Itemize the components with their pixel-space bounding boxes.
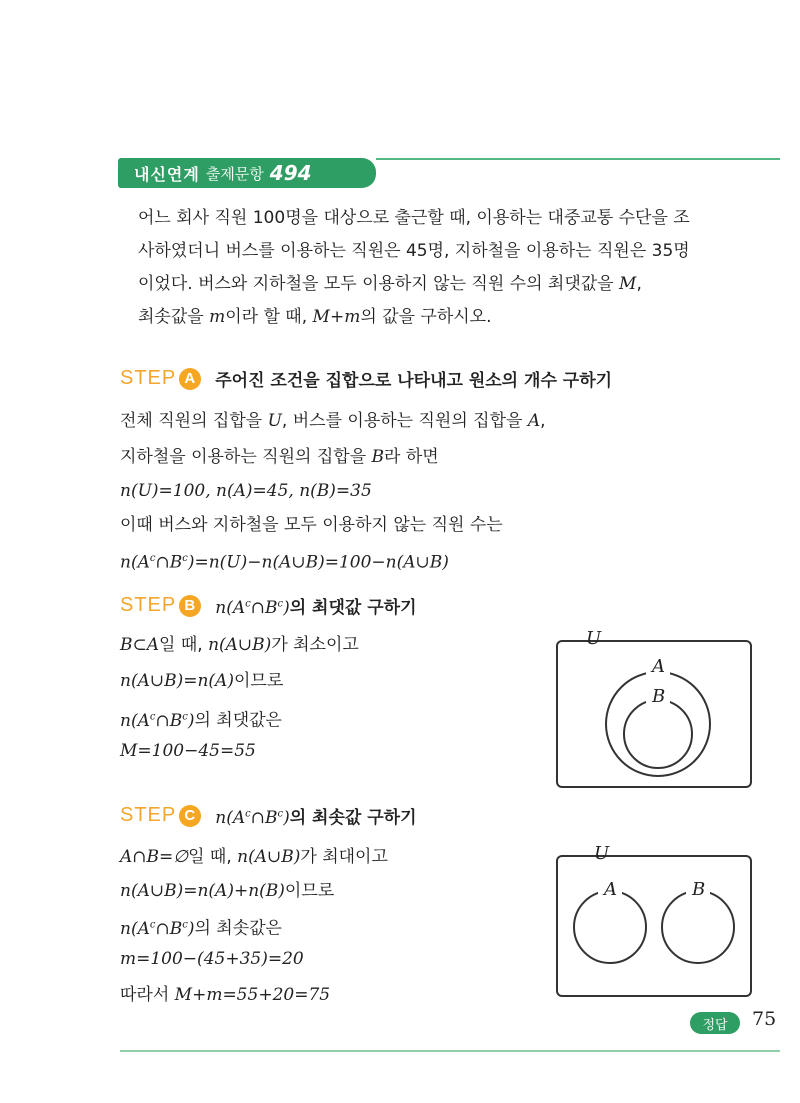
- step-b-line-4: M=100−45=55: [120, 741, 256, 761]
- step-c-line-2: n(A∪B)=n(A)+n(B)이므로: [120, 881, 335, 901]
- problem-line-3: 이었다. 버스와 지하철을 모두 이용하지 않는 직원 수의 최댓값을 M,: [138, 274, 642, 294]
- venn-diagram-subset: [556, 628, 752, 788]
- step-b-letter: B: [179, 595, 201, 617]
- step-a-label: STEP A: [120, 367, 201, 390]
- venn1-universe-label: U: [586, 628, 602, 649]
- step-c-line-5: 따라서 M+m=55+20=75: [120, 985, 331, 1005]
- venn2-universe-label: U: [594, 843, 610, 864]
- problem-number: 494: [269, 161, 312, 185]
- step-a-line-2: 지하철을 이용하는 직원의 집합을 B라 하면: [120, 447, 439, 467]
- step-c-heading: STEP C $n(A^c\cap B^c)$의 최솟값 구하기: [120, 804, 417, 828]
- page-number: 75: [752, 1008, 777, 1030]
- step-a-letter: A: [179, 368, 201, 390]
- step-b-line-3: $n(A^c\cap B^c)$의 최댓값은: [120, 710, 282, 731]
- step-b-line-1: B⊂A일 때, n(A∪B)가 최소이고: [120, 635, 359, 655]
- step-a-line-3: n(U)=100, n(A)=45, n(B)=35: [120, 481, 372, 501]
- step-a-line-4: 이때 버스와 지하철을 모두 이용하지 않는 직원 수는: [120, 515, 503, 535]
- step-c-line-4: m=100−(45+35)=20: [120, 949, 304, 969]
- venn-diagram-disjoint: [556, 843, 752, 997]
- step-a-line-1: 전체 직원의 집합을 U, 버스를 이용하는 직원의 집합을 A,: [120, 411, 546, 431]
- problem-badge: [118, 158, 376, 188]
- step-b-line-2: n(A∪B)=n(A)이므로: [120, 671, 284, 691]
- step-a-heading: [120, 366, 612, 391]
- header-rule: [376, 158, 780, 160]
- badge-label: 출제문항: [205, 164, 264, 183]
- step-a-line-5: $n(A^c\cap B^c)=n(U)-n(A\cup B)=100-n(A\cup B)$: [120, 552, 449, 573]
- step-b-heading: STEP B $n(A^c\cap B^c)$의 최댓값 구하기: [120, 594, 417, 618]
- footer-rule: [120, 1050, 780, 1052]
- step-a-title: 주어진 조건을 집합으로 나타내고 원소의 개수 구하기: [215, 371, 613, 391]
- answer-badge: 정답: [690, 1012, 740, 1034]
- venn2-set-b-label: B: [692, 879, 706, 900]
- section-label: 내신연계: [134, 164, 200, 184]
- step-c-line-1: A∩B=∅일 때, n(A∪B)가 최대이고: [120, 847, 388, 867]
- venn1-set-a-label: A: [652, 656, 665, 677]
- venn1-set-b-label: B: [652, 686, 666, 707]
- step-c-line-3: $n(A^c\cap B^c)$의 최솟값은: [120, 918, 282, 939]
- problem-line-4: 최솟값을 m이라 할 때, M+m의 값을 구하시오.: [138, 307, 492, 327]
- step-c-label: STEP C: [120, 804, 201, 827]
- step-b-label: STEP B: [120, 594, 201, 617]
- step-c-letter: C: [179, 805, 201, 827]
- problem-line-1: 어느 회사 직원 100명을 대상으로 출근할 때, 이용하는 대중교통 수단을 조: [138, 208, 690, 228]
- venn2-set-a-label: A: [604, 879, 617, 900]
- problem-line-2: 사하였더니 버스를 이용하는 직원은 45명, 지하철을 이용하는 직원은 35명: [138, 241, 690, 261]
